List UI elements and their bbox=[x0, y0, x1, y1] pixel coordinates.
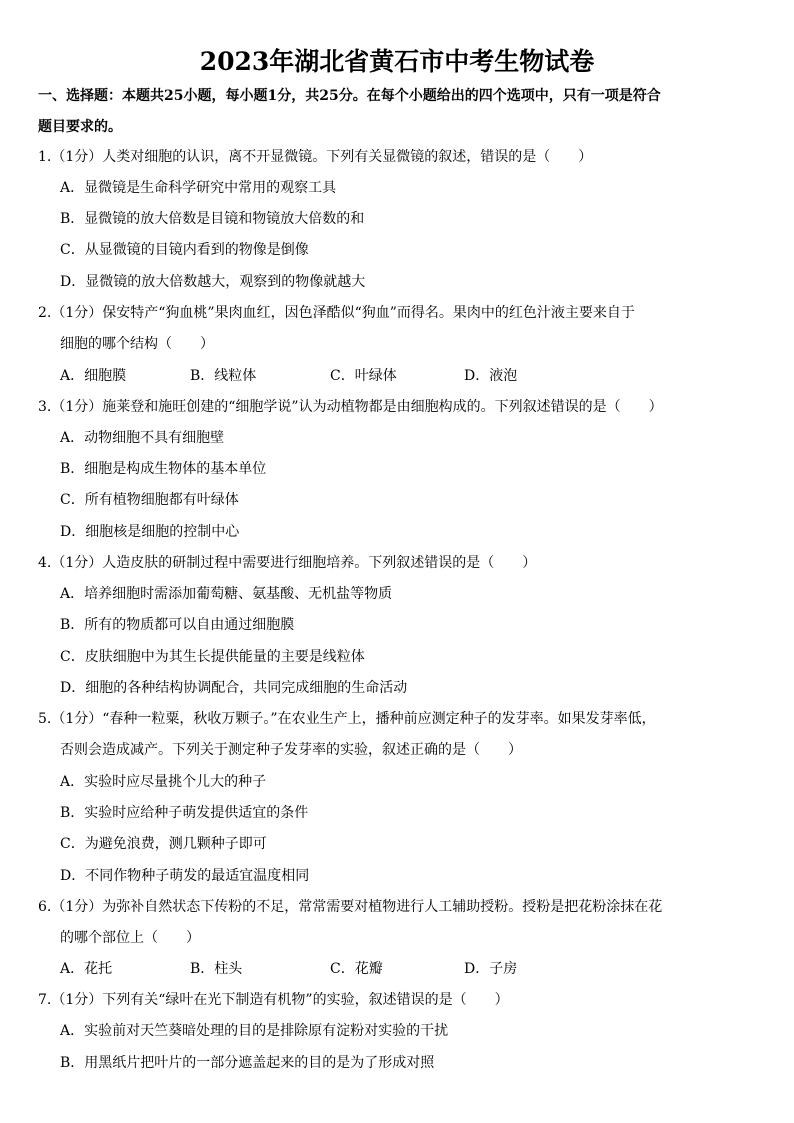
question-1-option-c: C．从显微镜的目镜内看到的物像是倒像 bbox=[60, 242, 309, 258]
question-3-stem: 3.（1分）施莱登和施旺创建的“细胞学说”认为动植物都是由细胞构成的。下列叙述错误的是（ ） bbox=[38, 399, 663, 415]
question-6-option-c: C．花瓣 bbox=[330, 961, 383, 977]
question-5-option-a: A．实验时应尽量挑个儿大的种子 bbox=[60, 774, 267, 790]
question-6-option-a: A．花托 bbox=[60, 961, 113, 977]
question-1-option-d: D．显微镜的放大倍数越大，观察到的物像就越大 bbox=[60, 274, 366, 290]
question-2-option-d: D．液泡 bbox=[464, 368, 518, 384]
question-6-option-b: B．柱头 bbox=[190, 961, 243, 977]
question-7-option-b: B．用黑纸片把叶片的一部分遮盖起来的目的是为了形成对照 bbox=[60, 1055, 435, 1071]
question-2-stem: 2.（1分）保安特产“狗血桃”果肉血红，因色泽酷似“狗血”而得名。果肉中的红色汁液主要来自于 bbox=[38, 305, 635, 321]
question-3-option-d: D．细胞核是细胞的控制中心 bbox=[60, 524, 240, 540]
question-1-stem: 1.（1分）人类对细胞的认识，离不开显微镜。下列有关显微镜的叙述，错误的是（ ） bbox=[38, 149, 593, 165]
section-heading-line-2: 题目要求的。 bbox=[38, 119, 122, 135]
question-7-option-a: A．实验前对天竺葵暗处理的目的是排除原有淀粉对实验的干扰 bbox=[60, 1023, 449, 1039]
question-4-option-d: D．细胞的各种结构协调配合，共同完成细胞的生命活动 bbox=[60, 680, 408, 696]
question-6-stem-continued: 的哪个部位上（ ） bbox=[60, 930, 200, 946]
question-2-option-c: C．叶绿体 bbox=[330, 368, 397, 384]
question-1-option-a: A．显微镜是生命科学研究中常用的观察工具 bbox=[60, 180, 337, 196]
question-2-stem-continued: 细胞的哪个结构（ ） bbox=[60, 336, 214, 352]
question-2-option-a: A．细胞膜 bbox=[60, 368, 127, 384]
question-5-option-d: D．不同作物种子萌发的最适宜温度相同 bbox=[60, 868, 310, 884]
page-title: 2023年湖北省黄石市中考生物试卷 bbox=[199, 47, 595, 76]
question-7-stem: 7.（1分）下列有关“绿叶在光下制造有机物”的实验，叙述错误的是（ ） bbox=[38, 992, 509, 1008]
question-4-option-c: C．皮肤细胞中为其生长提供能量的主要是线粒体 bbox=[60, 649, 365, 665]
question-3-option-c: C．所有植物细胞都有叶绿体 bbox=[60, 492, 239, 508]
question-5-stem: 5.（1分）“春种一粒粟，秋收万颗子。”在农业生产上，播种前应测定种子的发芽率。如果发芽率低， bbox=[38, 711, 656, 727]
question-3-option-b: B．细胞是构成生物体的基本单位 bbox=[60, 461, 267, 477]
question-4-stem: 4.（1分）人造皮肤的研制过程中需要进行细胞培养。下列叙述错误的是（ ） bbox=[38, 555, 537, 571]
question-3-option-a: A．动物细胞不具有细胞壁 bbox=[60, 430, 225, 446]
question-6-option-d: D．子房 bbox=[464, 961, 518, 977]
question-5-stem-continued: 否则会造成减产。下列关于测定种子发芽率的实验，叙述正确的是（ ） bbox=[60, 742, 522, 758]
question-6-stem: 6.（1分）为弥补自然状态下传粉的不足，常常需要对植物进行人工辅助授粉。授粉是把花粉涂抹在花 bbox=[38, 899, 663, 915]
question-2-option-b: B．线粒体 bbox=[190, 368, 257, 384]
section-heading-line-1: 一、选择题：本题共25小题，每小题1分，共25分。在每个小题给出的四个选项中，只有一项是符合 bbox=[38, 88, 661, 104]
question-5-option-c: C．为避免浪费，测几颗种子即可 bbox=[60, 836, 267, 852]
question-1-option-b: B．显微镜的放大倍数是目镜和物镜放大倍数的和 bbox=[60, 211, 365, 227]
question-5-option-b: B．实验时应给种子萌发提供适宜的条件 bbox=[60, 805, 309, 821]
question-4-option-a: A．培养细胞时需添加葡萄糖、氨基酸、无机盐等物质 bbox=[60, 586, 393, 602]
question-4-option-b: B．所有的物质都可以自由通过细胞膜 bbox=[60, 617, 295, 633]
